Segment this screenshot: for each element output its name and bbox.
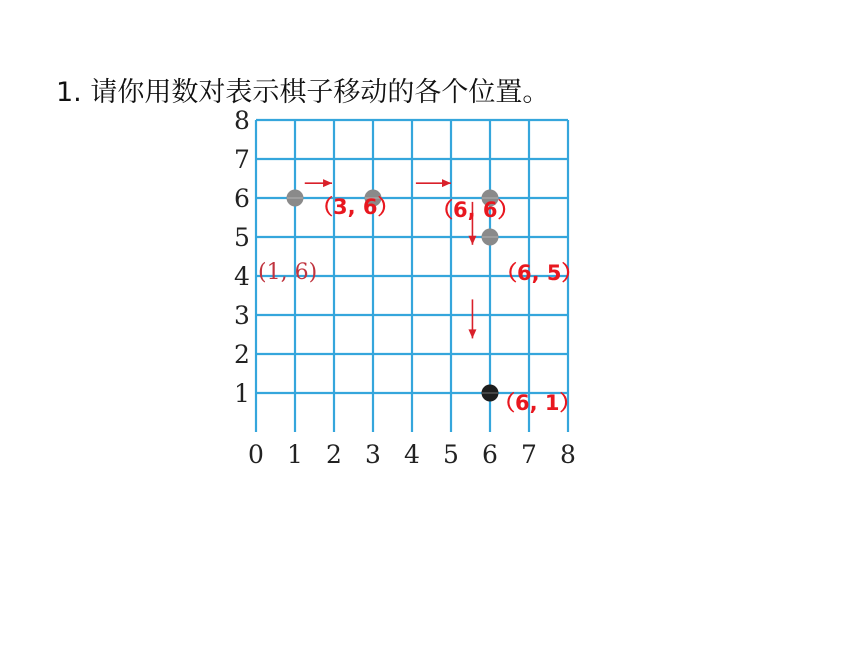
y-tick-label: 8 [234, 106, 250, 135]
label-1-6: (1, 6) [258, 260, 318, 285]
x-tick-label: 0 [248, 440, 264, 469]
x-tick-label: 7 [521, 440, 537, 469]
y-tick-label: 4 [234, 262, 250, 291]
x-tick-label: 1 [287, 440, 303, 469]
y-tick-label: 5 [234, 223, 250, 252]
x-tick-label: 5 [443, 440, 459, 469]
label-6-1: （6, 1） [494, 391, 581, 415]
y-tick-label: 3 [234, 301, 250, 330]
x-tick-label: 8 [560, 440, 576, 469]
question-title: 1. 请你用数对表示棋子移动的各个位置。 [56, 77, 550, 108]
arrow-down-1-head [468, 236, 476, 245]
y-tick-label: 6 [234, 184, 250, 213]
y-tick-label: 2 [234, 340, 250, 369]
position-labels [258, 195, 583, 415]
arrow-right-2-head [442, 179, 451, 187]
arrow-down-2-head [468, 329, 476, 338]
x-tick-label: 3 [365, 440, 381, 469]
x-tick-label: 2 [326, 440, 342, 469]
x-tick-label: 6 [482, 440, 498, 469]
arrow-right-1-head [323, 179, 332, 187]
y-tick-label: 1 [234, 379, 250, 408]
label-3-6: （3, 6） [312, 195, 399, 219]
x-tick-label: 4 [404, 440, 420, 469]
y-tick-label: 7 [234, 145, 250, 174]
label-6-6: （6, 6） [432, 198, 519, 222]
label-6-5: （6, 5） [496, 261, 583, 285]
